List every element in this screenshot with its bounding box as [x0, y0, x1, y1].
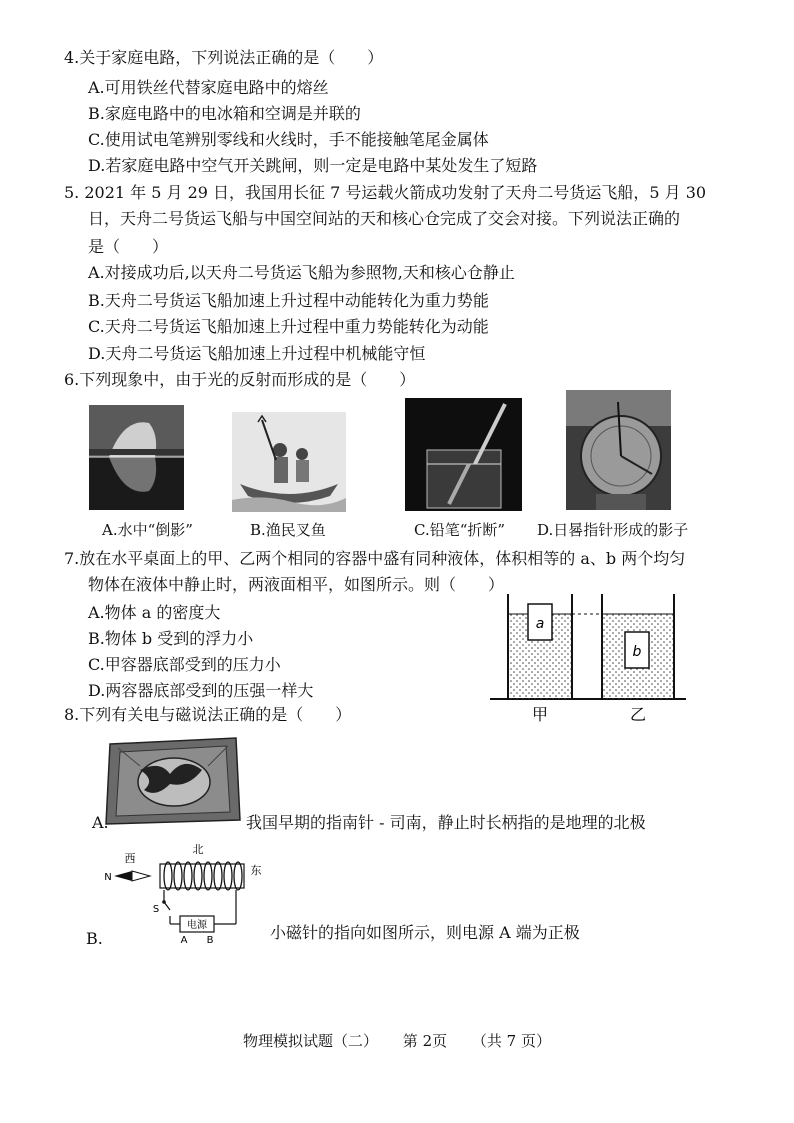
q4-stem: 4.关于家庭电路，下列说法正确的是（ ） [64, 48, 384, 67]
label-power-supply: 电源 [187, 920, 207, 931]
label-north: 北 [192, 843, 204, 856]
q5-option-c: C.天舟二号货运飞船加速上升过程中重力势能转化为动能 [88, 317, 489, 336]
q5-option-d: D.天舟二号货运飞船加速上升过程中机械能守恒 [88, 344, 426, 363]
q6-caption-b: B.渔民叉鱼 [250, 521, 326, 539]
q7-option-b: B.物体 b 受到的浮力小 [88, 629, 254, 648]
footer-title: 物理模拟试题（二） [243, 1032, 379, 1050]
reflection-photo [89, 405, 184, 510]
q4-option-d: D.若家庭电路中空气开关跳闸，则一定是电路中某处发生了短路 [88, 156, 538, 175]
footer-total-pages: （共 7 页） [471, 1032, 551, 1050]
electromagnet-circuit-figure [100, 840, 270, 946]
page-footer [0, 1030, 794, 1051]
footer-page-number: 第 2页 [402, 1032, 448, 1050]
label-end-b: B [206, 935, 214, 946]
q5-option-a: A.对接成功后,以天舟二号货运飞船为参照物,天和核心仓静止 [88, 263, 515, 282]
q8-option-b-label: B. [86, 929, 103, 948]
q6-caption-c: C.铅笔“折断” [414, 521, 506, 539]
q6-caption-a: A.水中“倒影” [102, 521, 193, 539]
q4-option-b: B.家庭电路中的电冰箱和空调是并联的 [88, 104, 361, 123]
label-east: 东 [250, 864, 262, 877]
q8-option-a-text: 我国早期的指南针 - 司南，静止时长柄指的是地理的北极 [246, 813, 646, 832]
q4-option-a: A.可用铁丝代替家庭电路中的熔丝 [88, 78, 329, 97]
q8-stem: 8.下列有关电与磁说法正确的是（ ） [64, 705, 352, 724]
q6-caption-d: D.日晷指针形成的影子 [537, 521, 689, 539]
label-end-a: A [180, 935, 188, 946]
q7-stem-line2: 物体在液体中静止时，两液面相平，如图所示。则（ ） [88, 575, 505, 594]
containers-figure [488, 592, 688, 722]
object-b-label: b [632, 644, 642, 660]
label-west: 西 [124, 852, 136, 865]
container-yi-label: 乙 [629, 705, 647, 722]
q6-stem: 6.下列现象中，由于光的反射而形成的是（ ） [64, 370, 416, 389]
object-a-label: a [535, 616, 545, 632]
q7-stem-line1: 7.放在水平桌面上的甲、乙两个相同的容器中盛有同种液体，体积相等的 a、b 两个均匀 [64, 549, 686, 568]
q5-option-b: B.天舟二号货运飞船加速上升过程中动能转化为重力势能 [88, 291, 489, 310]
pencil-in-water-photo [405, 398, 522, 511]
q5-stem-line2: 日，天舟二号货运飞船与中国空间站的天和核心仓完成了交会对接。下列说法正确的 [88, 209, 681, 228]
sundial-photo [566, 390, 671, 510]
container-jia-label: 甲 [531, 705, 549, 722]
q4-option-c: C.使用试电笔辨别零线和火线时，手不能接触笔尾金属体 [88, 130, 489, 149]
q8-option-a-label: A. [92, 813, 109, 832]
label-n-pole: N [104, 872, 112, 883]
q5-stem-line1: 5. 2021 年 5 月 29 日，我国用长征 7 号运载火箭成功发射了天舟二号货运飞船，5 月 30 [64, 183, 707, 202]
q8-option-b-text: 小磁针的指向如图所示，则电源 A 端为正极 [270, 923, 580, 942]
fisherman-picture [232, 412, 346, 512]
label-switch: S [152, 904, 160, 915]
q7-option-a: A.物体 a 的密度大 [88, 603, 221, 622]
sinan-compass-picture [104, 736, 242, 826]
q5-stem-line3: 是（ ） [88, 237, 169, 256]
q7-option-d: D.两容器底部受到的压强一样大 [88, 681, 314, 700]
q7-option-c: C.甲容器底部受到的压力小 [88, 655, 281, 674]
